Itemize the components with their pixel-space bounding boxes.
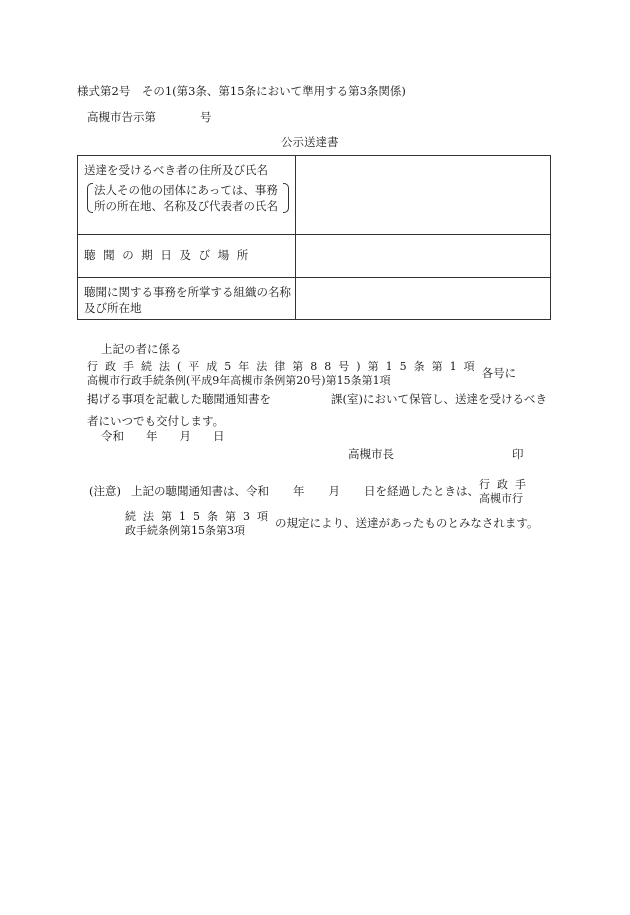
notice-number-suffix: 号 [200,110,212,124]
note-law-stack-2 [125,510,275,538]
note-year: 年 [292,484,305,498]
recipient-label: 送達を受けるべき者の住所及び氏名 [84,163,268,177]
notice-number-prefix: 高槻市告示第 [87,110,156,124]
date-month: 月 [179,429,191,443]
notice-form-table [77,155,551,320]
date-year: 年 [146,429,158,443]
signature-line [348,446,524,462]
note-month: 月 [328,484,340,498]
note-law-top: 行政手 [478,478,533,491]
corporation-note: 法人その他の団体にあっては、事務所の所在地、名称及び代表者の氏名 [88,182,283,214]
table-row [78,156,551,235]
hearing-date-value-cell [296,235,551,278]
notice-number-line [87,109,212,125]
body-line-2a: 掲げる事項を記載した聴聞通知書を [87,392,271,406]
recipient-label-cell [78,156,296,235]
note-text-b: 日を経過したときは、 [363,484,479,498]
recipient-value-cell [296,156,551,235]
note-law-top-2: 続法第15条第3項 [125,510,275,523]
date-line [101,428,225,444]
body-line-2 [87,388,557,410]
body-lead: 上記の者に係る [101,342,182,356]
notice-body [87,338,557,432]
law-reference-top: 行政手続法(平成5年法律第88号)第15条第1項 [87,360,482,373]
organization-label-cell [78,278,296,320]
organization-value-cell [296,278,551,320]
note-line-2 [89,510,569,538]
hearing-date-label-cell [78,235,296,278]
organization-label: 聴聞に関する事務を所掌する組織の名称及び所在地 [84,285,291,315]
seal-mark: 印 [512,447,524,461]
form-number-header: 様式第2号 その1(第3条、第15条において準用する第3条関係) [77,84,406,98]
note-line-1 [89,478,569,506]
note-law-bottom-2: 政手続条例第15条第3項 [125,524,245,537]
note-law-bottom: 高槻市行 [478,492,523,505]
note-law-stack-1 [479,478,533,506]
caution-note [89,478,569,538]
each-item-text: 各号に [481,366,517,380]
body-line-2b: 課(室)において保管し、送達を受けるべき [331,392,547,406]
law-reference-bottom: 高槻市行政手続条例(平成9年高槻市条例第20号)第15条第1項 [87,374,391,387]
table-row [78,235,551,278]
note-label: (注意) [89,484,121,498]
hearing-date-place-label: 聴聞の期日及び場所 [84,248,256,262]
date-day: 日 [213,429,225,443]
body-line-1 [87,338,557,388]
body-line-3: 者にいつでも交付します。 [87,414,225,428]
document-title: 公示送達書 [281,135,339,149]
law-reference-stack [87,360,482,388]
note-ending: の規定により、送達があったものとみなされます。 [275,516,539,530]
mayor-title: 高槻市長 [348,447,394,461]
date-era: 令和 [101,429,124,443]
table-row [78,278,551,320]
note-text-a: 上記の聴聞通知書は、令和 [130,484,269,498]
